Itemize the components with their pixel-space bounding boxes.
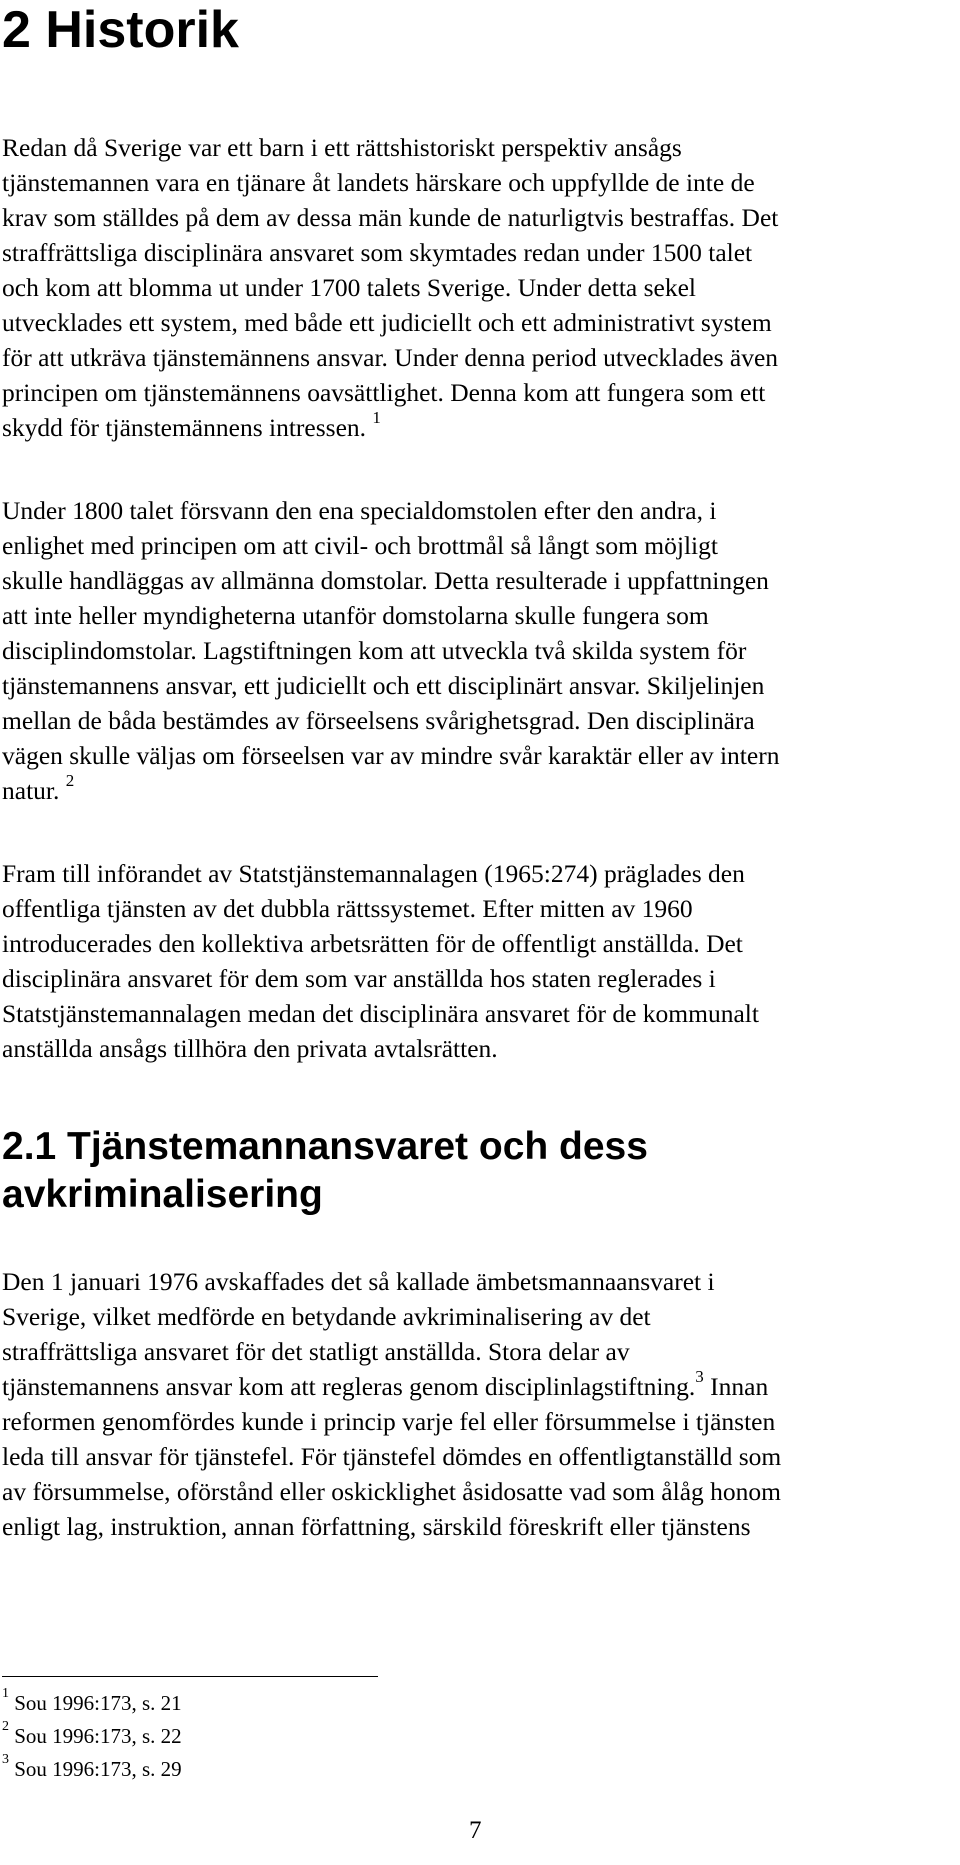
text-line: av försummelse, oförstånd eller oskicklighet åsidosatte vad som ålåg honom [2,1477,781,1506]
paragraph-3 [2,856,954,1066]
text-line: Redan då Sverige var ett barn i ett rättshistoriskt perspektiv ansågs [2,133,682,162]
text-line: offentliga tjänsten av det dubbla rättssystemet. Efter mitten av 1960 [2,894,693,923]
section-heading: 2 Historik [2,1,239,59]
text-line: vägen skulle väljas om förseelsen var av mindre svår karaktär eller av intern [2,741,780,770]
text-line: principen om tjänstemännens oavsättlighet. Denna kom att fungera som ett [2,378,766,407]
text-line: Sverige, vilket medförde en betydande avkriminalisering av det [2,1302,651,1331]
text-line: natur. [2,776,60,805]
text-line-with-footnote [2,1366,954,1404]
text-line: straffrättsliga ansvaret för det statligt anställda. Stora delar av [2,1337,630,1366]
text-line-with-footnote [2,770,954,808]
text-line: utvecklades ett system, med både ett judiciellt och ett administrativt system [2,308,772,337]
footnote-ref-3[interactable]: 3 [695,1366,704,1386]
text-line: straffrättsliga disciplinära ansvaret som skymtades redan under 1500 talet [2,238,753,267]
footnote-number: 1 [2,1686,9,1701]
text-line: Under 1800 talet försvann den ena specialdomstolen efter den andra, i [2,496,717,525]
footnote-number: 3 [2,1752,9,1767]
footnote-ref-2[interactable]: 2 [65,770,75,790]
text-line: skydd för tjänstemännens intressen. [2,413,367,442]
text-line: enligt lag, instruktion, annan författning, särskild föreskrift eller tjänstens [2,1512,751,1541]
text-line: för att utkräva tjänstemännens ansvar. Under denna period utvecklades även [2,343,779,372]
text-line: disciplinära ansvaret för dem som var anställda hos staten reglerades i [2,964,716,993]
text-line: skulle handläggas av allmänna domstolar. Detta resulterade i uppfattningen [2,566,769,595]
text-line: mellan de båda bestämdes av förseelsens svårighetsgrad. Den disciplinära [2,706,755,735]
text-line: enlighet med principen om att civil- och brottmål så långt som möjligt [2,531,718,560]
footnote-text: Sou 1996:173, s. 22 [14,1724,182,1748]
subsection-heading: 2.1 Tjänstemannansvaret och dess avkriminalisering [2,1125,648,1216]
text-line: att inte heller myndigheterna utanför domstolarna skulle fungera som [2,601,709,630]
text-line: tjänstemannen vara en tjänare åt landets härskare och uppfyllde de inte de [2,168,755,197]
text-line: krav som ställdes på dem av dessa män kunde de naturligtvis bestraffas. Det [2,203,779,232]
text-line-tail: Innan [710,1372,769,1401]
footnote-ref-1[interactable]: 1 [372,407,381,427]
text-line: Fram till införandet av Statstjänstemannalagen (1965:274) präglades den [2,859,745,888]
paragraph-1 [2,130,954,445]
text-line: tjänstemannens ansvar, ett judiciellt och ett disciplinärt ansvar. Skiljelinjen [2,671,765,700]
footnote-1 [2,1687,182,1720]
text-line: introducerades den kollektiva arbetsrätten för de offentligt anställda. Det [2,929,743,958]
footnote-text: Sou 1996:173, s. 21 [14,1691,182,1715]
paragraph-2 [2,493,954,808]
text-line: Den 1 januari 1976 avskaffades det så kallade ämbetsmannaansvaret i [2,1267,715,1296]
text-line: disciplindomstolar. Lagstiftningen kom att utveckla två skilda system för [2,636,747,665]
text-line: tjänstemannens ansvar kom att regleras genom disciplinlagstiftning. [2,1372,696,1401]
text-line: och kom att blomma ut under 1700 talets Sverige. Under detta sekel [2,273,696,302]
footnote-number: 2 [2,1719,9,1734]
footnote-text: Sou 1996:173, s. 29 [14,1757,182,1781]
paragraph-4 [2,1264,954,1544]
footnote-3 [2,1753,182,1786]
text-line-with-footnote [2,407,954,445]
footnote-divider [2,1676,378,1677]
text-line: Statstjänstemannalagen medan det disciplinära ansvaret för de kommunalt [2,999,759,1028]
footnotes [2,1687,182,1786]
text-line: reformen genomfördes kunde i princip varje fel eller försummelse i tjänsten [2,1407,776,1436]
text-line: anställda ansågs tillhöra den privata avtalsrätten. [2,1034,498,1063]
footnote-2 [2,1720,182,1753]
text-line: leda till ansvar för tjänstefel. För tjänstefel dömdes en offentligtanställd som [2,1442,782,1471]
page-number: 7 [469,1817,482,1844]
